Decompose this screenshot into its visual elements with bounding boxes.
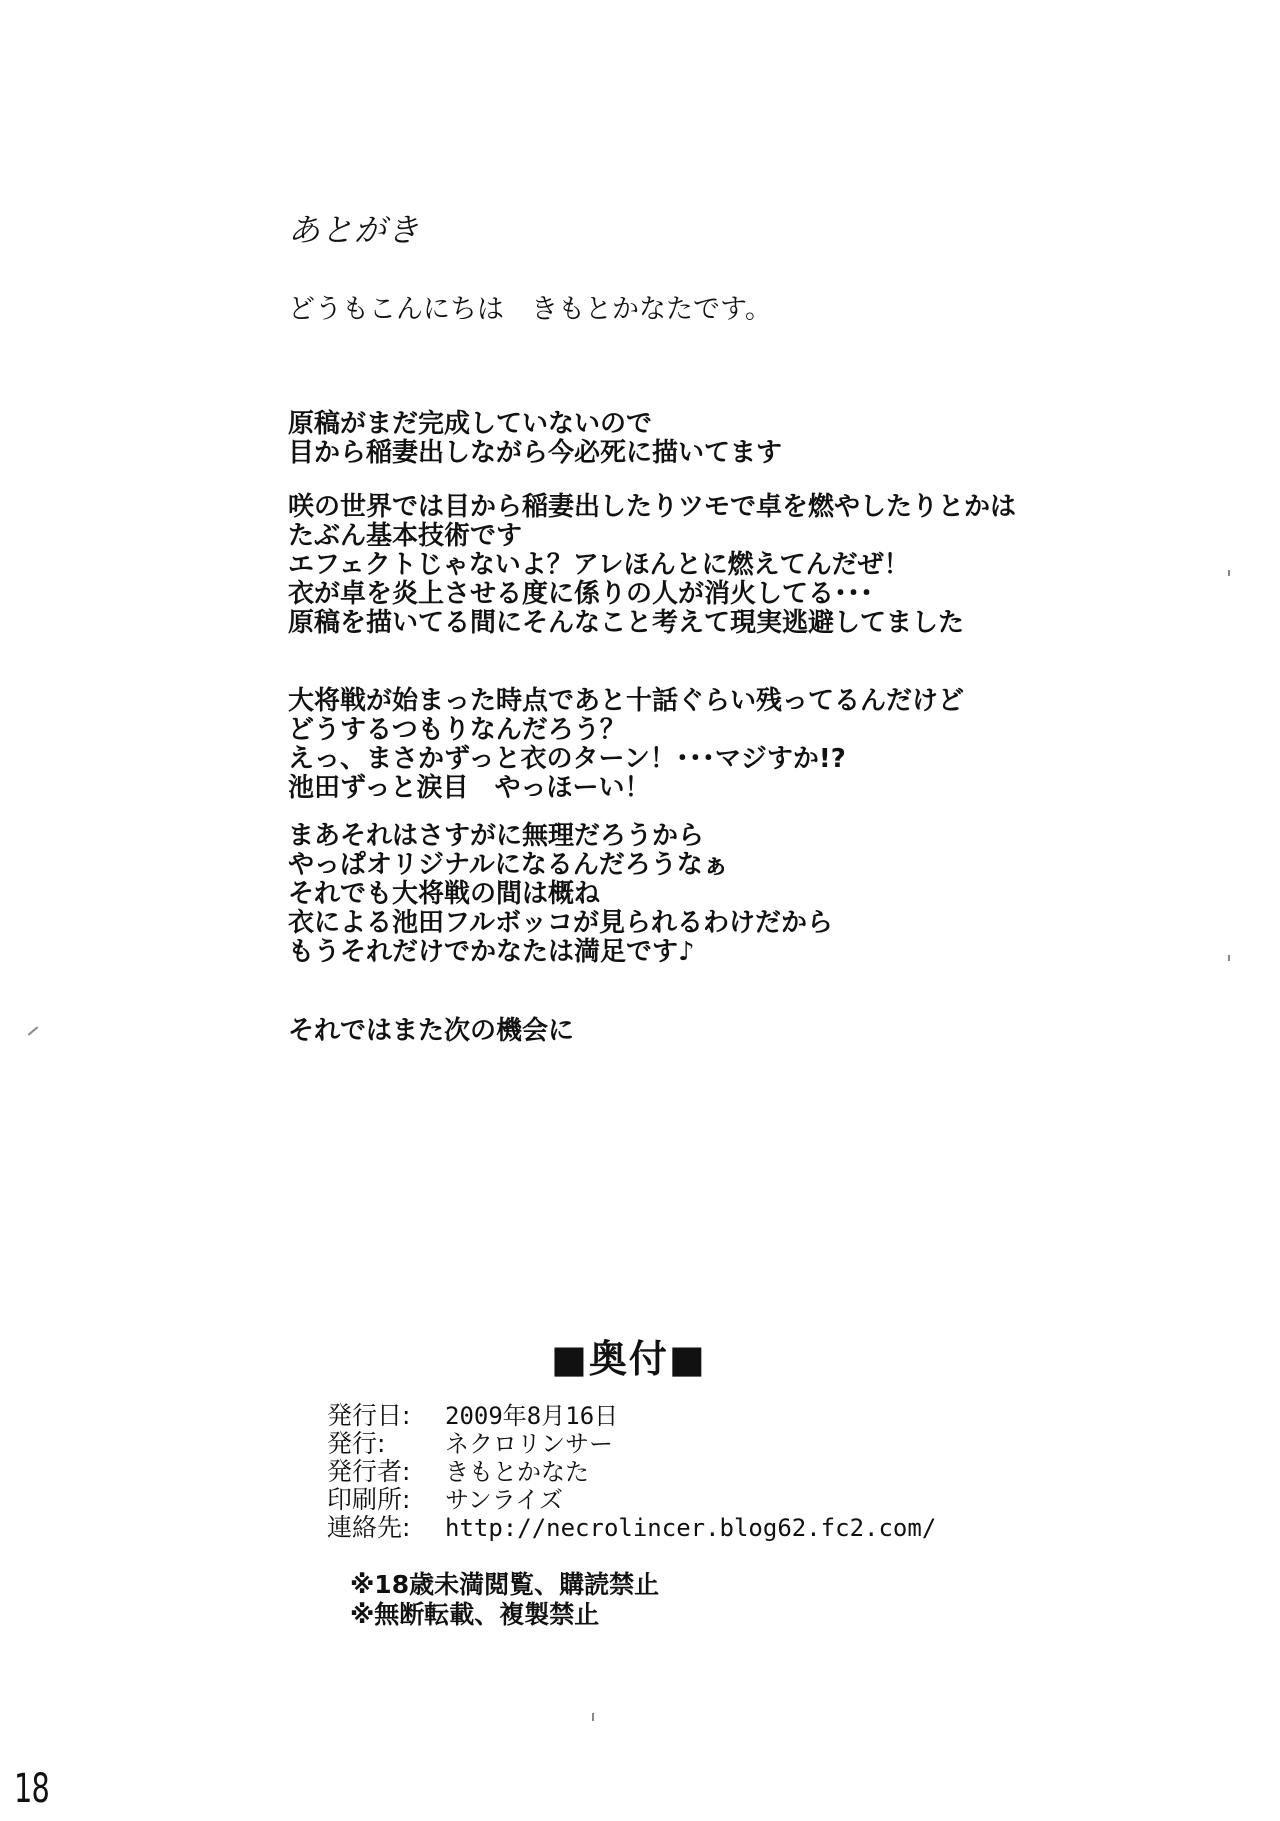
text-line: やっぱオリジナルになるんだろうなぁ — [288, 850, 729, 880]
notice-no-reproduction: ※無断転載、複製禁止 — [350, 1600, 600, 1629]
colophon-value: ネクロリンサー — [445, 1430, 613, 1458]
colophon-value: きもとかなた — [445, 1458, 589, 1486]
text-line: もうそれだけでかなたは満足です♪ — [288, 937, 695, 967]
text-line: それでも大将戦の間は概ね — [288, 879, 601, 909]
text-line: 衣による池田フルボッコが見られるわけだから — [288, 908, 833, 938]
closing-text: それではまた次の機会に — [288, 1016, 575, 1046]
text-line: 大将戦が始まった時点であと十話ぐらい残ってるんだけど — [288, 686, 965, 716]
colophon-row-author — [327, 1458, 936, 1486]
colophon-table — [327, 1402, 936, 1542]
colophon-label: 発行: — [327, 1429, 386, 1458]
text-line: たぶん基本技術です — [288, 521, 523, 551]
colophon-row-contact — [327, 1514, 936, 1542]
text-line: どうするつもりなんだろう？ — [288, 715, 626, 745]
afterword-paragraph-2 — [288, 493, 1016, 638]
colophon-value: 2009年8月16日 — [445, 1402, 619, 1430]
colophon-row-date — [327, 1402, 936, 1430]
scan-speck — [28, 1026, 38, 1035]
colophon-label: 発行日: — [327, 1401, 411, 1430]
colophon-label: 連絡先: — [327, 1513, 411, 1542]
scan-speck — [592, 1713, 594, 1721]
text-line: 衣が卓を炎上させる度に係りの人が消火してる･･･ — [288, 579, 874, 609]
text-line: えっ、まさかずっと衣のターン！･･･マジすか!? — [288, 744, 846, 774]
scan-speck — [1228, 955, 1230, 961]
text-line: エフェクトじゃないよ？アレほんとに燃えてんだぜ！ — [288, 550, 910, 580]
notices — [350, 1570, 659, 1630]
colophon-row-publisher — [327, 1430, 936, 1458]
afterword-paragraph-4 — [288, 822, 833, 967]
colophon-label: 印刷所: — [327, 1485, 411, 1514]
colophon-row-printer — [327, 1486, 936, 1514]
text-line: 原稿がまだ完成していないので — [288, 409, 653, 439]
page-number: 18 — [14, 1766, 50, 1812]
colophon-title: ■奥付■ — [551, 1337, 707, 1381]
text-line: 目から稲妻出しながら今必死に描いてます — [288, 438, 783, 468]
contact-url: http://necrolincer.blog62.fc2.com/ — [445, 1514, 937, 1542]
text-line: 原稿を描いてる間にそんなこと考えて現実逃避してました — [288, 608, 965, 638]
afterword-title: あとがき — [288, 211, 421, 249]
colophon-value: サンライズ — [445, 1486, 563, 1514]
afterword-paragraph-1 — [288, 410, 782, 468]
notice-age-restriction: ※18歳未満閲覧、購読禁止 — [350, 1570, 660, 1599]
afterword-paragraph-3 — [288, 687, 964, 803]
greeting-text: どうもこんにちは きもとかなたです。 — [288, 294, 772, 325]
text-line: 池田ずっと涙目 やっほーい！ — [288, 773, 651, 803]
colophon-label: 発行者: — [327, 1457, 411, 1486]
text-line: 咲の世界では目から稲妻出したりツモで卓を燃やしたりとかは — [288, 492, 1017, 522]
scan-speck — [1228, 570, 1230, 576]
text-line: まあそれはさすがに無理だろうから — [288, 821, 705, 851]
